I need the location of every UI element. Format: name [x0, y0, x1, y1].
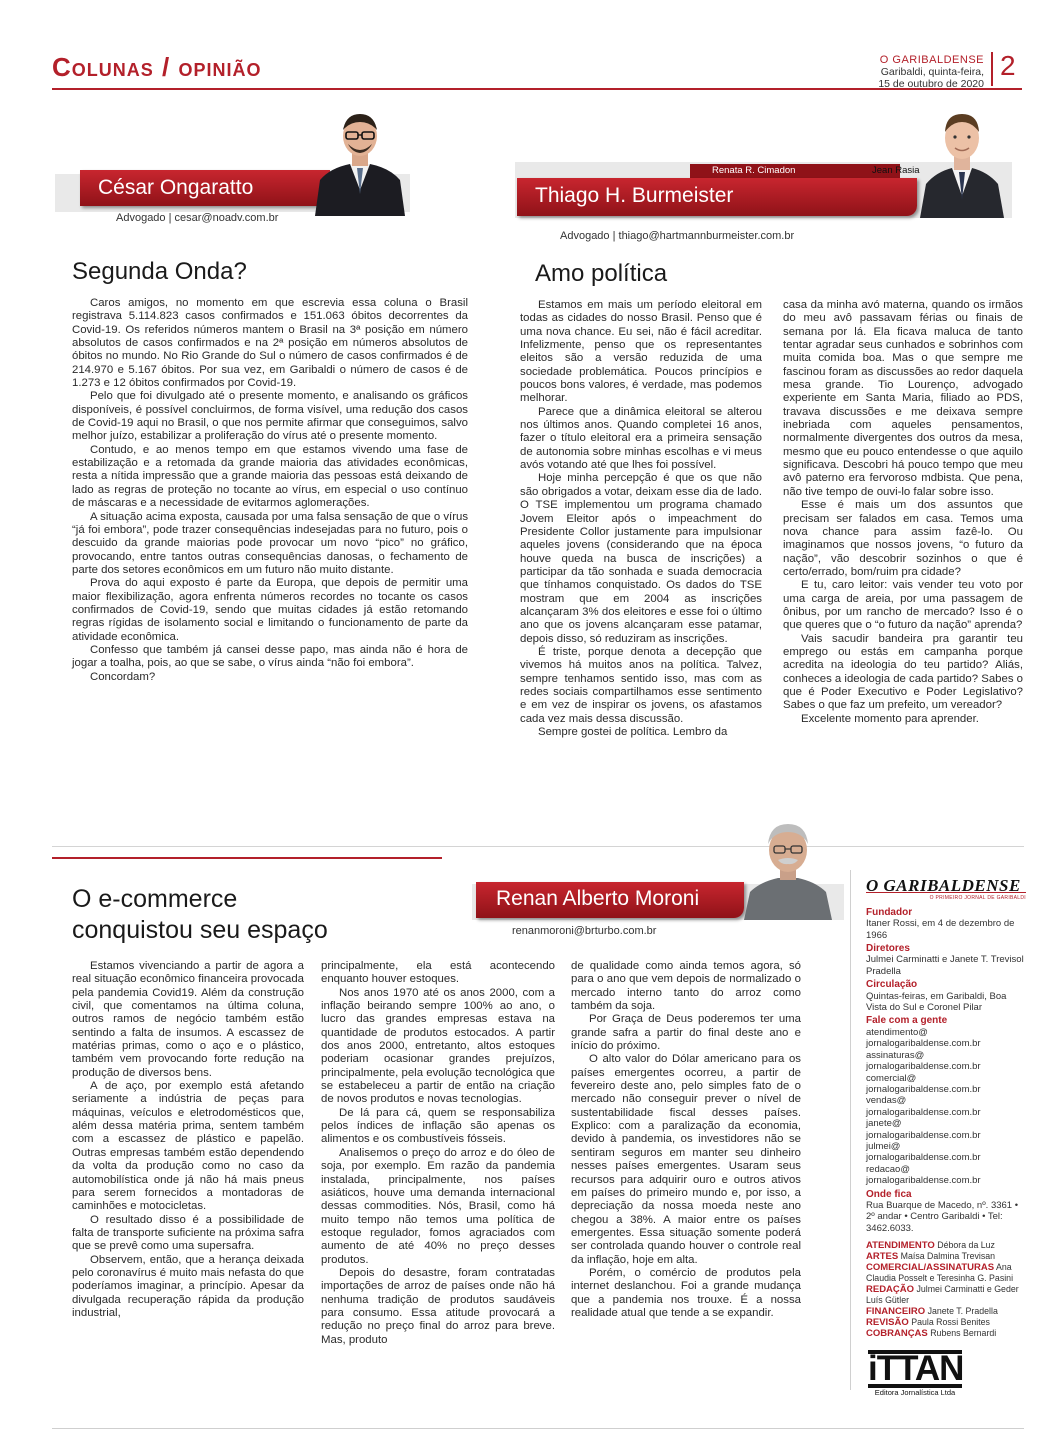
paragraph: Parece que a dinâmica eleitoral se alterou nos últimos anos. Quando completei 16 anos, fazer o título eleitoral era a primeira sensação de autonomia sobre minhas escolhas e vi meus avós votando até que lhes foi possível. [520, 405, 762, 472]
email-line[interactable]: jornalogaribaldense.com.br [866, 1129, 981, 1141]
staff-names: Ana Claudia Posselt e Teresinha G. Pasini [866, 1262, 1014, 1284]
paragraph: Porém, o comércio de produtos pela internet deslanchou. Foi a grande mudança que a pandemia nos trouxe. É a nossa realidade atual que tende a se expandir. [571, 1266, 801, 1319]
diretores-text: Julmei Carminatti e Janete T. Trevisol Pradella [866, 954, 1024, 977]
portrait-drawing [738, 818, 838, 920]
email-line[interactable]: assinaturas@ [866, 1049, 925, 1061]
date-line-2: 15 de outubro de 2020 [878, 78, 984, 90]
staff-role: ATENDIMENTO [866, 1240, 935, 1252]
paragraph: Hoje minha percepção é que os que não são obrigados a votar, deixam esse dia de lado. O TSE implementou um programa chamado Jovem Eleitor após o impeachment do Presidente Collor justamente para impulsionar aqueles jovens (considerando que na época houve queda na busca de inscrições) a participar da tão sonhada e suada democracia que tínhamos conquistado. Os dados do TSE mostram que em 2004 as inscrições alcançaram 3% dos eleitores e esse foi o último ano que os jovens alcançaram esse patamar, depois disso, só reduziram as inscrições. [520, 472, 762, 645]
paragraph: É triste, porque denota a decepção que vivemos há muitos anos na política. Talvez, sempre tenhamos sentido isso, mas com as redes sociais compartilhamos esse sentimento e em vez de inspirar os jovens, os afastamos cada vez mais dessa discussão. [520, 645, 762, 725]
email-line[interactable]: redacao@ [866, 1163, 910, 1175]
email-line[interactable]: vendas@ [866, 1095, 907, 1107]
paper-name: O GARIBALDENSE [879, 54, 984, 66]
staff-role: COBRANÇAS [866, 1328, 928, 1340]
staff-line [866, 1251, 1026, 1262]
header-rule [52, 88, 1022, 90]
paragraph: Prova do aqui exposto é parte da Europa, que depois de permitir uma maior flexibilização, agora enfrenta números recordes no tocante os casos confirmados de Covid-19, sendo que muitas cidades já estão retomando regras rígidas de isolamento social e limitando o funcionamento de parte da atividade econômica. [72, 577, 468, 643]
date-line-1: Garibaldi, quinta-feira, [880, 66, 984, 78]
paragraph: de qualidade como ainda temos agora, só para o ano que vem depois de normalizado o mercado interno tanto do arroz como também da soja. [571, 960, 801, 1013]
article-title-segunda-onda: Segunda Onda? [72, 258, 247, 285]
staff-role: REVISÃO [866, 1317, 909, 1329]
paragraph: Excelente momento para aprender. [801, 712, 979, 725]
staff-names: Janete T. Pradella [927, 1306, 998, 1317]
ittan-subtitle: Editora Jornalística Ltda [874, 1388, 956, 1397]
article-title-ecommerce-line1: O e-commerce [72, 885, 238, 913]
onde-text: Rua Buarque de Macedo, nº. 3361 • 2º andar • Centro Garibaldi • Tel: 3462.6033. [866, 1199, 1019, 1234]
byline-burmeister: Advogado | thiago@hartmannburmeister.com.br [560, 230, 795, 242]
email-line[interactable]: comercial@ [866, 1072, 917, 1084]
staff-names: Maísa Dalmina Trevisan [900, 1251, 996, 1262]
portrait-drawing [310, 110, 410, 216]
paragraph: A situação acima exposta, causada por uma falsa sensação de que o vírus “já foi embora”, pode trazer consequências indesejadas para no futuro, pois o descuido da grande maiorias pode provocar um novo “pico” no gráfico, provocando, entre tantos outras consequências danosas, o fechamento de parte dos setores econômicos em um futuro não muito distante. [72, 510, 469, 576]
paragraph: Estamos vivenciando a partir de agora a real situação econômico financeira provocada pela pandemia Covid19. Além da construção civil, que comentamos na última coluna, outros ramos de negócio também estão sentindo a falta de insumos. A escassez de matérias primas, como o aço e o plástico, também vem provocando forte redução na produção de diversos bens. [72, 960, 304, 1079]
article-body-amo-politica-left [520, 299, 762, 739]
author-name: César Ongaratto [98, 176, 254, 199]
article-title-amo-politica: Amo política [535, 260, 668, 287]
paragraph: Analisemos o preço do arroz e do óleo de soja, por exemplo. Em razão da pandemia instalada, principalmente, nos países asiáticos, houve uma demanda internacional dessas commodities. Nós, Brasil, como há muito tempo não temos uma política de estoque regulador, fomos agraciados com aumento de até 40% no preço desses produtos. [321, 1146, 555, 1266]
page-number-separator [991, 52, 993, 86]
contributor-name-1: Renata R. Cimadon [712, 165, 796, 176]
author-photo-moroni [738, 818, 838, 920]
paragraph: Contudo, e ao menos tempo em que estamos vivendo uma fase de estabilização e a retomada da grande maioria das atividades econômicas, resta a nítida impressão que a grande maioria das pessoas está deixando de lado as regras de proteção no tocante ao vírus, em especial o uso contínuo de máscaras e a necessidade de evitarmos aglomerações. [72, 443, 468, 510]
email-line[interactable]: julmei@ [866, 1140, 901, 1152]
paragraph: Vais sacudir bandeira pra garantir teu emprego ou estás em campanha porque acredita na ideologia do teu partido? Aliás, conheces a ideologia de cada partido? Sabes o que é Poder Executivo e Poder Legislativo? Sabes o que faz um prefeito, um vereador? [783, 632, 1024, 712]
paper-info [878, 54, 984, 90]
contributor-name-2: Jean Rasia [872, 165, 920, 176]
article-body-ecommerce-col3 [571, 960, 801, 1320]
article-body-segunda-onda [72, 297, 468, 684]
email-line[interactable]: jornalogaribaldense.com.br [866, 1152, 981, 1164]
paragraph: Estamos em mais um período eleitoral em todas as cidades do nosso Brasil. Penso que é uma nova chance. Eu sei, não é fácil acreditar. Infelizmente, penso que os representantes eleitos são a versão reduzida de uma sociedade problemática. Poucos princípios e poucos bons valores, é verdade, mas podemos melhorar. [520, 299, 762, 405]
expediente-logo: O GARIBALDENSE [866, 876, 1021, 895]
ittan-wordmark: iTTAN [868, 1349, 964, 1388]
expediente-divider [850, 870, 851, 1390]
paragraph: A de aço, por exemplo está afetando seriamente a indústria de peças para máquinas, veículos e eletrodomésticos que, além dessa matéria prima, sentem também com a escassez de plástico e papelão. Outras empresas também estão dependendo da volta da produção como no caso da automobilística onde já não há mais pneus para serem fornecidos a montadoras de caminhões e motocicletas. [72, 1080, 304, 1213]
email-line[interactable]: atendimento@ [866, 1026, 928, 1038]
staff-names: Rubens Bernardi [930, 1328, 997, 1339]
contato-label: Fale com a gente [866, 1015, 948, 1027]
article-body-ecommerce-col2 [321, 960, 555, 1347]
paragraph: Por Graça de Deus poderemos ter uma grande safra a partir do final deste ano e início do próximo. [571, 1013, 801, 1053]
paragraph: Caros amigos, no momento em que escrevia essa coluna o Brasil registrava 5.114.823 casos confirmados e 151.063 óbitos decorrentes da Covid-19. Os referidos números mantem o Brasil na 3ª posição em número absolutos de casos confirmados e na 2ª posição em números absolutos de óbitos no mundo. No Rio Grande do Sul o número de casos confirmados é de 214.970 e 5.167 óbitos. Por sua vez, em Garibaldi o número de casos é de 1.273 e 12 óbitos confirmados por Covid-19. [72, 297, 468, 390]
byline-ongaratto: Advogado | cesar@noadv.com.br [116, 212, 279, 224]
onde-label: Onde fica [866, 1188, 912, 1200]
paragraph: Concordam? [90, 670, 156, 683]
section-title: Colunas / opinião [52, 52, 262, 82]
article-body-ecommerce-col1 [72, 960, 304, 1320]
staff-list [866, 1240, 1026, 1339]
paragraph: E tu, caro leitor: vais vender teu voto por uma carga de areia, por uma passagem de ônibus, por um rancho de mercado? Isso é o que queres que o “o futuro da nação” aprenda? [783, 579, 1023, 632]
author-banner-ongaratto [80, 170, 330, 206]
staff-line [866, 1317, 1026, 1328]
staff-line [866, 1262, 1026, 1284]
portrait-drawing [912, 108, 1012, 218]
author-photo-ongaratto [310, 110, 410, 216]
ittan-logo [868, 1350, 962, 1397]
paragraph: Pelo que foi divulgado até o presente momento, e analisando os gráficos disponíveis, é possível concluirmos, de forma visível, uma redução dos casos de Covid-19 aqui no Brasil, o que nos permite afirmar que conseguimos, salvo melhor juízo, estabilizar a proliferação do vírus até o presente momento. [72, 390, 468, 443]
staff-line [866, 1306, 1026, 1317]
paragraph: Nos anos 1970 até os anos 2000, com a inflação beirando sempre 100% ao ano, o lucro das grandes empresas estava na quantidade de produtos estocados. A partir dos anos 2000, entretanto, altos estoques poderiam ocasionar grandes prejuízos, principalmente, pela evolução tecnológica que se estabeleceu a partir de então na criação de novos produtos e novas tecnologias. [321, 986, 555, 1106]
author-name: Renan Alberto Moroni [496, 887, 700, 910]
staff-role: ARTES [866, 1251, 899, 1263]
paragraph: O resultado disso é a possibilidade de falta de transporte suficiente na próxima safra que se prevê como uma supersafra. [72, 1213, 304, 1253]
staff-role: REDAÇÃO [866, 1284, 915, 1296]
email-line[interactable]: jornalogaribaldense.com.br [866, 1083, 981, 1095]
diretores-label: Diretores [866, 943, 910, 955]
staff-names: Paula Rossi Benites [911, 1317, 990, 1328]
red-divider [52, 857, 442, 859]
email-line[interactable]: jornalogaribaldense.com.br [866, 1038, 981, 1050]
circulacao-label: Circulação [866, 979, 918, 991]
email-line[interactable]: janete@ [866, 1118, 902, 1130]
paragraph: Depois do desastre, foram contratadas importações de arroz de países onde não há nenhuma tradição de produtos saudáveis para consumo. Essa atitude provocará a redução no preço final do arroz para breve. Mas, produto [321, 1266, 555, 1346]
email-line[interactable]: jornalogaribaldense.com.br [866, 1061, 981, 1073]
paragraph: De lá para cá, quem se responsabiliza pelos índices de inflação são apenas os alimentos e os combustíveis fósseis. [321, 1106, 555, 1146]
staff-role: FINANCEIRO [866, 1306, 926, 1318]
fundador-label: Fundador [866, 906, 913, 918]
author-banner-moroni [476, 882, 744, 918]
staff-names: Julmei Carminatti e Geder Luís Gütler [866, 1284, 1019, 1306]
staff-role: COMERCIAL/ASSINATURAS [866, 1262, 995, 1274]
email-line[interactable]: jornalogaribaldense.com.br [866, 1175, 981, 1187]
author-banner-burmeister [517, 178, 917, 216]
page-number: 2 [1000, 50, 1016, 81]
paragraph: principalmente, ela está acontecendo enquanto houver estoques. [321, 960, 555, 986]
byline-moroni: renanmoroni@brturbo.com.br [512, 925, 657, 937]
expediente-logo-sub: O PRIMEIRO JORNAL DE GARIBALDI [866, 892, 1026, 904]
staff-line [866, 1328, 1026, 1339]
paragraph: casa da minha avó materna, quando os irmãos do meu avô passavam férias ou finais de semana por lá. Ela ficava maluca de tanto tentar agradar seus cunhados e sobrinhos com muita comida boa. Mas o que sempre me fascinou foram as discussões ao redor daquela mesa grande. Tio Lourenço, advogado experiente em Santa Maria, filiado ao PDS, travava discussões e me deixava sempre inebriada com aqueles pensamentos, normalmente divergentes dos outros da mesa, mesmo que eu pouco entendesse o que aquilo significava. Descobri há pouco tempo que meu avô paterno era fervoroso mdbista. Que pena, não tive tempo de ouvi-lo falar sobre isso. [783, 299, 1023, 498]
paragraph: O alto valor do Dólar americano para os países emergentes ocorreu, a partir de fevereiro deste ano, pelo simples fato de o mercado não conseguir prever o nível de sustentabilidade fiscal desses países. Explico: com a paralização da economia, devido à pandemia, os investidores não se sentiram seguros em manter seu dinheiro nesses países emergentes. Usaram seus recursos para adquirir ouro e outros ativos em países do primeiro mundo e, por isso, a depreciação da nossa moeda neste ano chegou a 38%. A maior entre os países emergentes. Essa situação somente poderá ser controlada quando houver o controle real da inflação, hoje em alta. [571, 1053, 801, 1266]
article-title-ecommerce-line2: conquistou seu espaço [72, 916, 328, 944]
author-name: Thiago H. Burmeister [535, 184, 734, 207]
paragraph: Esse é mais um dos assuntos que precisam ser falados em casa. Temos uma nova chance para assim fazê-lo. Ou imaginamos que nossos jovens, “o futuro da nação”, vão descobrir sozinhos o que é certo/errado, bom/ruim pra cidade? [783, 499, 1023, 578]
article-body-amo-politica-right [783, 299, 1023, 726]
footer-rule [52, 1428, 1024, 1429]
staff-line [866, 1284, 1026, 1306]
email-line[interactable]: jornalogaribaldense.com.br [866, 1106, 981, 1118]
fundador-text: Itaner Rossi, em 4 de dezembro de 1966 [866, 918, 1015, 941]
circulacao-text: Quintas-feiras, em Garibaldi, Boa Vista do Sul e Coronel Pilar [866, 990, 1007, 1014]
section-divider [52, 846, 1024, 847]
expediente [866, 876, 1026, 1340]
author-photo-burmeister [912, 108, 1012, 218]
staff-line [866, 1240, 1026, 1251]
paragraph: Confesso que também já cansei desse papo, mas ainda não é hora de jogar a toalha, pois, ao que se sabe, o vírus ainda “não foi embora”. [72, 643, 468, 670]
paragraph: Sempre gostei de política. Lembro da [538, 726, 728, 738]
paragraph: Observem, então, que a herança deixada pelo coronavírus é muito mais nefasta do que poderíamos imaginar, a princípio. Apesar da divulgada recuperação rápida da produção industrial, [72, 1253, 304, 1319]
email-list [866, 1027, 1026, 1187]
staff-names: Débora da Luz [937, 1240, 995, 1251]
